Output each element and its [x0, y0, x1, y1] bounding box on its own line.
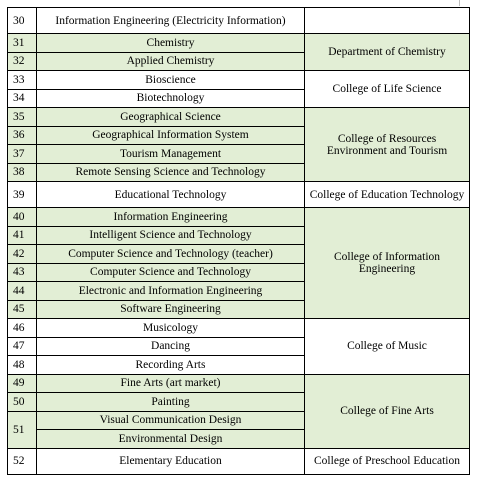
college-name: College of Education Technology: [305, 182, 470, 208]
major-name: Biotechnology: [37, 89, 305, 108]
major-name: Intelligent Science and Technology: [37, 226, 305, 245]
row-number: 36: [8, 126, 37, 145]
row-number: 40: [8, 208, 37, 227]
major-name: Information Engineering (Electricity Information): [37, 8, 305, 34]
row-number: 44: [8, 282, 37, 301]
major-name: Educational Technology: [37, 182, 305, 208]
row-number: 46: [8, 319, 37, 338]
college-name: College of Music: [305, 319, 470, 375]
major-name: Elementary Education: [37, 448, 305, 474]
row-number: 48: [8, 356, 37, 375]
college-name: College of Fine Arts: [305, 374, 470, 448]
major-name: Chemistry: [37, 34, 305, 53]
college-name: College of Preschool Education: [305, 448, 470, 474]
major-name: Information Engineering: [37, 208, 305, 227]
major-name: Geographical Information System: [37, 126, 305, 145]
table-row: [8, 108, 470, 127]
major-name: Dancing: [37, 337, 305, 356]
college-name: College of Information Engineering: [305, 208, 470, 319]
major-name: Musicology: [37, 319, 305, 338]
major-name: Software Engineering: [37, 300, 305, 319]
table-row: [8, 319, 470, 338]
college-name: Department of Chemistry: [305, 34, 470, 71]
major-name: Visual Communication Design: [37, 411, 305, 430]
row-number: 34: [8, 89, 37, 108]
row-number: 38: [8, 163, 37, 182]
row-number: 32: [8, 52, 37, 71]
row-number: 43: [8, 263, 37, 282]
table-row: [8, 208, 470, 227]
major-name: Painting: [37, 393, 305, 412]
major-name: Tourism Management: [37, 145, 305, 164]
page-corner-mark: [459, 0, 460, 6]
major-name: Remote Sensing Science and Technology: [37, 163, 305, 182]
row-number: 51: [8, 411, 37, 448]
major-name: Environmental Design: [37, 430, 305, 449]
row-number: 42: [8, 245, 37, 264]
majors-table: [7, 7, 470, 475]
row-number: 33: [8, 71, 37, 90]
college-name: College of Life Science: [305, 71, 470, 108]
table-row: [8, 448, 470, 474]
college-name: [305, 8, 470, 34]
table-row: [8, 71, 470, 90]
row-number: 45: [8, 300, 37, 319]
major-name: Bioscience: [37, 71, 305, 90]
row-number: 39: [8, 182, 37, 208]
table-row: [8, 182, 470, 208]
major-name: Electronic and Information Engineering: [37, 282, 305, 301]
row-number: 49: [8, 374, 37, 393]
major-name: Fine Arts (art market): [37, 374, 305, 393]
row-number: 47: [8, 337, 37, 356]
row-number: 31: [8, 34, 37, 53]
major-name: Applied Chemistry: [37, 52, 305, 71]
row-number: 35: [8, 108, 37, 127]
table-row: [8, 34, 470, 53]
row-number: 37: [8, 145, 37, 164]
major-name: Computer Science and Technology (teacher): [37, 245, 305, 264]
row-number: 50: [8, 393, 37, 412]
table-row: [8, 8, 470, 34]
college-name: College of Resources Environment and Tourism: [305, 108, 470, 182]
major-name: Geographical Science: [37, 108, 305, 127]
major-name: Recording Arts: [37, 356, 305, 375]
major-name: Computer Science and Technology: [37, 263, 305, 282]
table-row: [8, 374, 470, 393]
row-number: 52: [8, 448, 37, 474]
row-number: 30: [8, 8, 37, 34]
row-number: 41: [8, 226, 37, 245]
